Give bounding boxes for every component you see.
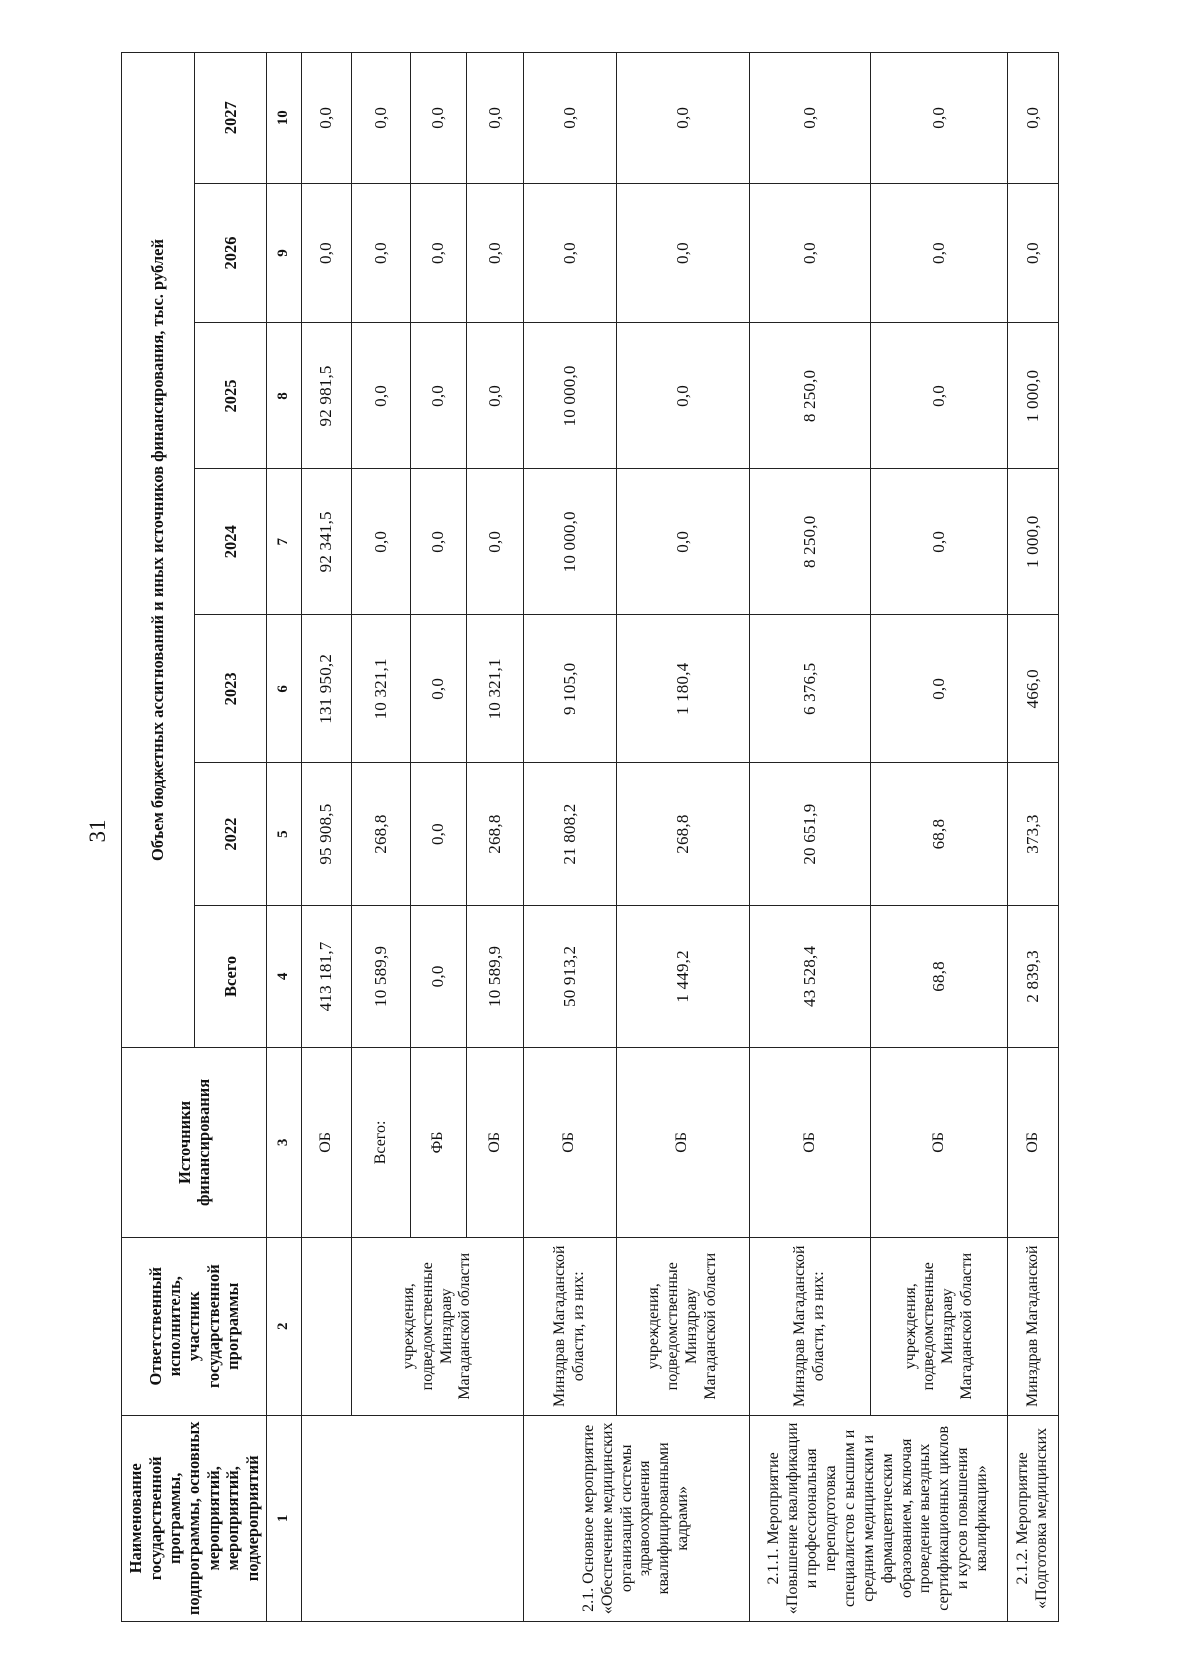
- value-2023: 6 376,5: [749, 615, 870, 763]
- col-num: 5: [267, 763, 301, 905]
- row-name: 2.1. Основное мероприятие «Обеспечение медицинских организаций системы здравоохранения квалифицированными кадрами»: [523, 1415, 749, 1621]
- row-name: 2.1.1. Мероприятие «Повышение квалификации и профессиональная переподготовка специалистов с высшим и средним медицинским и фармацевтическим образованием, включая проведение выездных сертификационных циклов и курсов повышения квалификации»: [749, 1415, 1007, 1621]
- value-2026: 0,0: [871, 183, 1008, 323]
- value-2023: 1 180,4: [616, 615, 749, 763]
- value-2027: 0,0: [1008, 53, 1059, 184]
- rotated-page: [121, 52, 1059, 1622]
- header-executor: Ответственный исполнитель, участник государственной программы: [122, 1237, 267, 1415]
- header-2027: 2027: [194, 53, 267, 184]
- value-2025: 0,0: [616, 323, 749, 469]
- value-2025: 0,0: [467, 323, 524, 469]
- value-2023: 466,0: [1008, 615, 1059, 763]
- value-2027: 0,0: [871, 53, 1008, 184]
- value-2022: 21 808,2: [523, 763, 616, 905]
- row-source: ОБ: [871, 1048, 1008, 1238]
- value-2023: 10 321,1: [352, 615, 411, 763]
- value-2023: 9 105,0: [523, 615, 616, 763]
- value-total: 10 589,9: [352, 905, 411, 1047]
- value-2024: 0,0: [352, 469, 411, 615]
- row-executor: учреждения, подведомственные Минздраву Магаданской области: [871, 1237, 1008, 1415]
- row-source: Всего:: [352, 1048, 411, 1238]
- value-total: 10 589,9: [467, 905, 524, 1047]
- table-row: [616, 53, 749, 1622]
- col-num: 10: [267, 53, 301, 184]
- header-2023: 2023: [194, 615, 267, 763]
- table-row: [749, 53, 870, 1622]
- value-2024: 10 000,0: [523, 469, 616, 615]
- value-2024: 8 250,0: [749, 469, 870, 615]
- value-2025: 92 981,5: [301, 323, 351, 469]
- header-2026: 2026: [194, 183, 267, 323]
- value-2025: 0,0: [871, 323, 1008, 469]
- row-executor: [301, 1237, 351, 1415]
- row-name: 2.1.2. Мероприятие «Подготовка медицинских: [1008, 1415, 1059, 1621]
- value-total: 1 449,2: [616, 905, 749, 1047]
- value-2026: 0,0: [301, 183, 351, 323]
- header-group: Объем бюджетных ассигнований и иных источников финансирования, тыс. рублей: [122, 53, 195, 1048]
- value-total: 2 839,3: [1008, 905, 1059, 1047]
- value-2027: 0,0: [616, 53, 749, 184]
- header-name: Наименование государственной программы, подпрограммы, основных мероприятий, мероприятий, подмероприятий: [122, 1415, 267, 1621]
- table-row: [871, 53, 1008, 1622]
- value-2024: 0,0: [410, 469, 467, 615]
- row-name-cell: [301, 1415, 523, 1621]
- col-num: 2: [267, 1237, 301, 1415]
- value-2026: 0,0: [523, 183, 616, 323]
- row-source: ОБ: [467, 1048, 524, 1238]
- value-2026: 0,0: [410, 183, 467, 323]
- col-num: 6: [267, 615, 301, 763]
- value-2027: 0,0: [749, 53, 870, 184]
- value-2023: 131 950,2: [301, 615, 351, 763]
- row-source: ФБ: [410, 1048, 467, 1238]
- value-2026: 0,0: [749, 183, 870, 323]
- header-total: Всего: [194, 905, 267, 1047]
- row-source: ОБ: [1008, 1048, 1059, 1238]
- value-2022: 373,3: [1008, 763, 1059, 905]
- header-2024: 2024: [194, 469, 267, 615]
- value-total: 50 913,2: [523, 905, 616, 1047]
- row-source: ОБ: [616, 1048, 749, 1238]
- value-2025: 8 250,0: [749, 323, 870, 469]
- row-executor: учреждения, подведомственные Минздраву Магаданской области: [352, 1237, 524, 1415]
- value-2022: 20 651,9: [749, 763, 870, 905]
- value-total: 413 181,7: [301, 905, 351, 1047]
- value-2024: 92 341,5: [301, 469, 351, 615]
- col-num: 8: [267, 323, 301, 469]
- value-2024: 0,0: [467, 469, 524, 615]
- value-2023: 0,0: [410, 615, 467, 763]
- value-2026: 0,0: [352, 183, 411, 323]
- value-2025: 10 000,0: [523, 323, 616, 469]
- table-row: [301, 53, 351, 1622]
- row-source: ОБ: [301, 1048, 351, 1238]
- value-2027: 0,0: [523, 53, 616, 184]
- value-2025: 1 000,0: [1008, 323, 1059, 469]
- value-2024: 0,0: [871, 469, 1008, 615]
- page-number: 31: [85, 819, 110, 843]
- value-2023: 0,0: [871, 615, 1008, 763]
- value-2025: 0,0: [352, 323, 411, 469]
- table-row: [523, 53, 616, 1622]
- value-2023: 10 321,1: [467, 615, 524, 763]
- value-2027: 0,0: [410, 53, 467, 184]
- value-2024: 0,0: [616, 469, 749, 615]
- value-2022: 268,8: [352, 763, 411, 905]
- value-2027: 0,0: [352, 53, 411, 184]
- value-2024: 1 000,0: [1008, 469, 1059, 615]
- value-2026: 0,0: [467, 183, 524, 323]
- table-row: [352, 53, 411, 1622]
- row-executor: Минздрав Магаданской: [1008, 1237, 1059, 1415]
- row-executor: Минздрав Магаданской области, из них:: [523, 1237, 616, 1415]
- value-2025: 0,0: [410, 323, 467, 469]
- value-2022: 0,0: [410, 763, 467, 905]
- value-2026: 0,0: [1008, 183, 1059, 323]
- col-num: 4: [267, 905, 301, 1047]
- value-2022: 95 908,5: [301, 763, 351, 905]
- value-2027: 0,0: [467, 53, 524, 184]
- row-source: ОБ: [523, 1048, 616, 1238]
- header-2025: 2025: [194, 323, 267, 469]
- row-executor: учреждения, подведомственные Минздраву Магаданской области: [616, 1237, 749, 1415]
- value-total: 68,8: [871, 905, 1008, 1047]
- header-2022: 2022: [194, 763, 267, 905]
- value-2022: 68,8: [871, 763, 1008, 905]
- financing-table: [121, 52, 1059, 1622]
- col-num: 1: [267, 1415, 301, 1621]
- table-row: [1008, 53, 1059, 1622]
- value-2026: 0,0: [616, 183, 749, 323]
- col-num: 9: [267, 183, 301, 323]
- value-2022: 268,8: [467, 763, 524, 905]
- col-num: 7: [267, 469, 301, 615]
- value-total: 0,0: [410, 905, 467, 1047]
- header-source: Источники финансирования: [122, 1048, 267, 1238]
- col-num: 3: [267, 1048, 301, 1238]
- header-row-1: [122, 53, 195, 1622]
- value-2022: 268,8: [616, 763, 749, 905]
- row-source: ОБ: [749, 1048, 870, 1238]
- row-executor: Минздрав Магаданской области, из них:: [749, 1237, 870, 1415]
- value-total: 43 528,4: [749, 905, 870, 1047]
- column-numbers-row: [267, 53, 301, 1622]
- value-2027: 0,0: [301, 53, 351, 184]
